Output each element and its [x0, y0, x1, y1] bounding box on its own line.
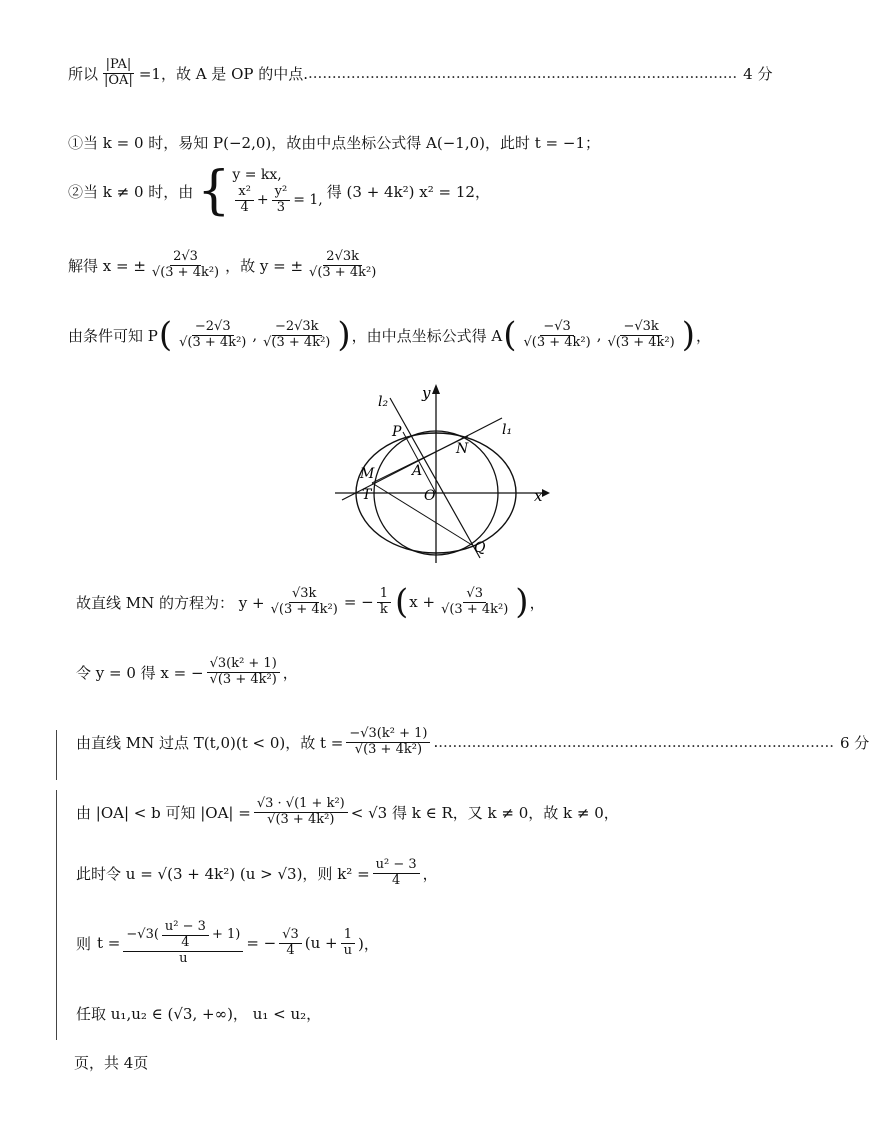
frac-num: √3k [289, 587, 319, 603]
line-8 [76, 727, 869, 758]
line-l2 [390, 398, 480, 558]
page-footer: 页，共 4页 [74, 1054, 149, 1072]
frac-den: √(3 + 4k²) [209, 671, 277, 687]
frac-num: √3 · √(1 + k²) [254, 797, 348, 813]
frac-den: √(3 + 4k²) [309, 264, 377, 280]
leader-dots: ................................................................................... [438, 733, 834, 752]
text-segment: x + [409, 593, 436, 611]
score-mark: 6 分 [840, 733, 869, 752]
frac-den: √(3 + 4k²) [441, 601, 509, 617]
frac-den: √(3 + 4k²) [179, 334, 247, 350]
line-9 [76, 797, 619, 828]
line-1 [68, 58, 772, 89]
label-T: T [362, 487, 372, 503]
frac-num: x² [235, 185, 254, 201]
frac-den: √(3 + 4k²) [523, 334, 591, 350]
frac-den: √(3 + 4k²) [151, 264, 220, 280]
frac-num: u² − 3 [373, 858, 420, 874]
text-segment: =1，故 A 是 OP 的中点. [138, 64, 309, 83]
text-segment: )， [358, 934, 379, 953]
label-l2: l₂ [378, 394, 389, 410]
label-y: y [422, 384, 431, 402]
frac-num [123, 920, 243, 952]
frac-num: −2√3 [192, 320, 234, 336]
frac-num: u² − 3 [162, 920, 209, 936]
frac-den: u [343, 942, 353, 958]
fraction [123, 920, 243, 967]
text-segment: < √3 得 k ∈ R，又 k ≠ 0，故 k ≠ 0， [350, 803, 619, 822]
label-l1: l₁ [502, 422, 513, 438]
fraction [101, 58, 136, 89]
text-segment: ，由中点坐标公式得 A [351, 326, 503, 345]
label-N: N [456, 441, 469, 457]
frac-den: |OA| [104, 72, 133, 88]
text-segment: ②当 k ≠ 0 时，由 [68, 182, 194, 201]
equation-row: $\frac{\text{x²}}{4}$ + $\frac{\text{y²}}{3}$ = 1, [232, 185, 322, 216]
frac-den: √(3 + 4k²) [270, 601, 338, 617]
frac-num: −2√3k [272, 320, 322, 336]
line-12 [76, 1003, 321, 1024]
frac-num: −√3(k² + 1) [346, 727, 430, 743]
frac-den: 4 [240, 199, 249, 215]
label-Q: Q [474, 540, 486, 556]
text-segment: ①当 k = 0 时，易知 P(−2,0)，故由中点坐标公式得 A(−1,0)，此时 t = −1； [68, 134, 601, 152]
y-axis-arrow [432, 384, 440, 394]
equation-system: { y = kx, $\frac{\text{x²}}{4}$ + $\frac{\text{y²}}{3}$ = 1, [197, 161, 323, 221]
frac-num: 2√3k [323, 250, 362, 266]
leader-dots: .......................................................................................... [308, 64, 738, 83]
label-A: A [412, 463, 423, 479]
line-3 [68, 161, 490, 221]
frac-den: 4 [181, 934, 190, 950]
ellipse-circle-figure [320, 380, 560, 575]
segment-MQ [372, 483, 472, 545]
label-x: x [534, 487, 543, 505]
frac-num: −√3k [620, 320, 661, 336]
label-O: O [424, 488, 436, 504]
frac-den: √(3 + 4k²) [267, 811, 335, 827]
frac-den: u [179, 950, 188, 966]
line-2 [68, 132, 600, 153]
frac-den: √(3 + 4k²) [354, 741, 423, 757]
frac-num: √3 [279, 928, 302, 944]
text-segment: 所以 [68, 64, 99, 83]
frac-den: 4 [286, 942, 295, 958]
x-axis-arrow [542, 489, 550, 497]
text-segment: . [433, 733, 439, 752]
frac-num: |PA| [103, 58, 135, 74]
text-segment: 由条件可知 P [68, 326, 158, 345]
text-segment: t = [97, 934, 121, 953]
line-6: 故直线 MN 的方程为： y + $\frac{√3k}{\text{√(3 + 4k²)}}$ = − $\frac{1}{k}$ ( x + $\frac{√3}{\text{√(3 + 4k²)}}$ ) ， [76, 582, 545, 622]
frac-den: 3 [276, 199, 286, 215]
frac-num: −√3 [540, 320, 573, 336]
line-4 [68, 250, 382, 281]
text-segment: 由 |OA| < b 可知 |OA| = [76, 803, 251, 822]
frac-num: 1 [377, 587, 391, 603]
frac-den: 4 [392, 872, 401, 888]
frac-num: 2√3 [170, 250, 201, 266]
text-segment: 得 (3 + 4k²) x² = 12， [326, 182, 490, 201]
text-segment: ， [529, 593, 545, 612]
frac-den: k [379, 601, 388, 617]
line-7 [76, 657, 298, 688]
text-segment: 则 [76, 934, 92, 953]
score-mark: 4 分 [743, 64, 773, 83]
frac-num: √3 [463, 587, 486, 603]
label-P: P [392, 424, 402, 440]
line-5: 由条件可知 P ( $\frac{-2√3}{\text{√(3 + 4k²)}}$ , $\frac{-2√3k}{\text{√(3 + 4k²)}}$ ) ，由中点坐标公式得 A ( $\frac{-√3}{\text{√(3 + 4k²)}}$ , $\frac{-√3k}{\text{√(3 + 4k²)}}$ ) ， [68, 315, 711, 355]
line-11 [76, 920, 379, 967]
text-segment: ， [282, 663, 298, 682]
label-M: M [360, 466, 375, 482]
margin-rule [56, 790, 57, 1040]
equation-row: y = kx, [232, 166, 282, 183]
text-segment: + 1) [211, 926, 241, 942]
line-10 [76, 858, 438, 889]
text-segment: (u + [304, 934, 338, 953]
text-segment: = − [343, 593, 374, 611]
text-segment: −√3( [126, 926, 159, 942]
text-segment: 解得 x = ± [68, 256, 146, 275]
text-segment: 由直线 MN 过点 T(t,0)(t < 0)，故 t = [76, 733, 344, 752]
frac-den: √(3 + 4k²) [263, 334, 331, 350]
text-segment: = 1, [293, 192, 323, 208]
frac-den: √(3 + 4k²) [607, 334, 675, 350]
text-segment: 任取 u₁,u₂ ∈ (√3, +∞)， u₁ < u₂， [76, 1005, 322, 1023]
frac-num: √3(k² + 1) [207, 657, 280, 673]
text-segment: 令 y = 0 得 x = − [76, 663, 204, 682]
text-segment: ，故 y = ± [225, 256, 304, 275]
frac-num: y² [272, 185, 291, 201]
text-segment: = − [246, 934, 277, 953]
text-segment: ， [695, 326, 711, 345]
text-segment: ， [422, 864, 438, 883]
frac-num: 1 [341, 928, 355, 944]
text-segment: 故直线 MN 的方程为： y + [76, 593, 265, 612]
margin-rule [56, 730, 57, 780]
text-segment: 此时令 u = √(3 + 4k²) (u > √3)，则 k² = [76, 864, 370, 883]
